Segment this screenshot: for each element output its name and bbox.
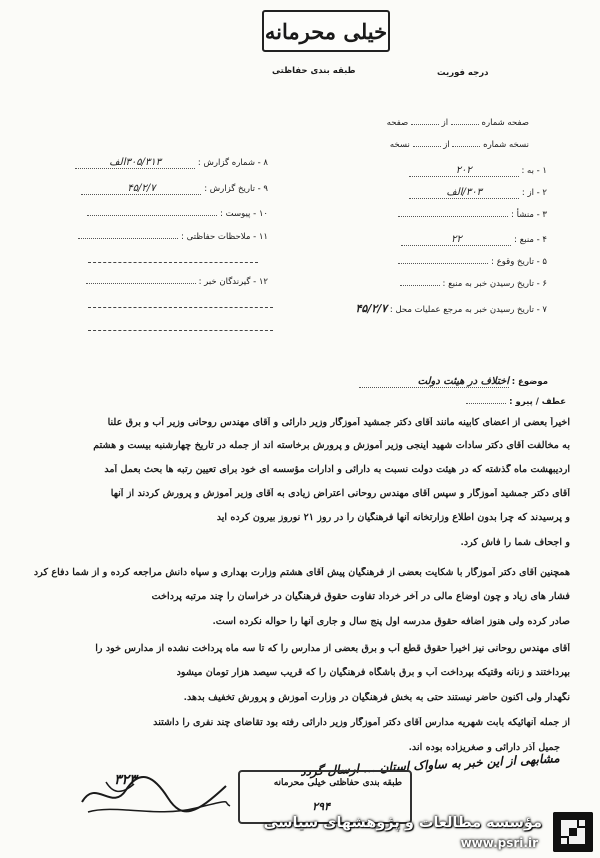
- field-source: ۴ - منبع : ۲۲: [401, 234, 547, 246]
- body-line: همچنین آقای دکتر آموزگار با شکایت بعضی از فرهنگیان پیش آقای هشتم وزارت بهداری و سپاه دانش مراجعه کرده و از شما دفاع کرد: [33, 567, 570, 578]
- classification-stamp: خیلی محرمانه: [262, 10, 390, 52]
- field-security-notes-value: [78, 238, 178, 239]
- handwritten-signature: [76, 768, 236, 824]
- body-line: و اجحاف شما را فاش کرد.: [460, 537, 570, 548]
- institute-url[interactable]: www.psri.ir: [460, 836, 538, 850]
- body-line: بپرداختند و زنانه وقتیکه بپرداخت آب و برق باشگاه فرهنگیان را که قریب سیصد هزار تومان میشود: [176, 667, 570, 678]
- field-origin: ۳ - منشأ :: [398, 210, 547, 220]
- field-recipients-value: [86, 283, 196, 284]
- field-to: ۱ - به : ۲۰۲: [409, 165, 547, 177]
- page-number-row: [387, 118, 529, 128]
- institute-logo-icon: [553, 812, 593, 852]
- priority-label: درجه فوریت: [437, 68, 489, 78]
- field-from: ۲ - از : ۳۰۳/الف: [409, 187, 547, 199]
- copy-number-label: نسخه شماره: [483, 140, 529, 150]
- field-source-received-date: ۶ - تاریخ رسیدن خبر به منبع :: [400, 279, 547, 289]
- sect-row: [466, 397, 566, 407]
- body-line: آقای مهندس روحانی نیز اخیراً حقوق قطع آب و برق بعضی از مدارس را که تا سه ماه پرداخت نشده از مدارس خود را: [95, 643, 570, 654]
- body-line: صادر کرده ولی هنوز اضافه حقوق مدرسه اول پنج سال و جاری آنها را حواله نکرده است.: [212, 616, 570, 627]
- handwritten-note: مشابهی از این خبر به ساواک استان ... ارسال گردد: [299, 751, 561, 779]
- footer-stamp-number: ۲۹۴: [312, 800, 330, 813]
- field-source-value: ۲۲: [401, 234, 511, 246]
- page-unit-label: صفحه: [386, 118, 409, 128]
- field-local-received-date: ۷ - تاریخ رسیدن خبر به مرجع عملیات محل : ۴۵/۲/۷: [355, 302, 547, 315]
- field-local-received-date-value: ۴۵/۲/۷: [355, 302, 388, 315]
- field-source-received-date-value: [400, 285, 440, 286]
- subject-value: اختلاف در هیئت دولت: [359, 376, 509, 388]
- footer-stamp-text: طبقه بندی حفاظتی خیلی محرمانه: [273, 778, 402, 788]
- body-line: فشار های زیاد و چون اوضاع مالی در آخر خرداد تفاوت حقوق فرهنگیان در خراسان را چند مرتبه پرداخت: [151, 591, 570, 602]
- field-attachment: ۱۰ - پیوست :: [87, 209, 268, 219]
- security-classification-label: طبقه بندی حفاظتی: [272, 66, 356, 76]
- body-line: و پرسیدند که چرا بدون اطلاع وزارتخانه آنها فرهنگیان را در روز ۲۱ نوروز بیرون کرده اید: [216, 512, 570, 523]
- subject-row: [359, 376, 548, 388]
- copy-from-label: از: [443, 140, 450, 150]
- field-attachment-value: [87, 215, 217, 216]
- copy-unit-label: نسخه: [389, 140, 410, 150]
- body-line: جمیل آذر دارائی و صغریزاده بوده اند.: [408, 742, 560, 753]
- field-divider: [88, 307, 273, 308]
- field-report-number-value: ۳۰۵/۳۱۳الف: [75, 157, 195, 169]
- subject-label: موضوع :: [511, 377, 548, 387]
- signature-number: ۳۲۳: [114, 772, 137, 788]
- body-line: نگهدار ولی اکنون حاضر نیستند حتی به بخش فرهنگیان در وزارت آموزش و پرورش تخفیف بدهد.: [183, 692, 570, 703]
- field-security-notes: ۱۱ - ملاحظات حفاظتی :: [78, 232, 268, 242]
- copy-number-row: [390, 140, 529, 150]
- field-origin-value: [398, 216, 508, 217]
- field-recipients: ۱۲ - گیرندگان خبر :: [86, 277, 268, 287]
- field-report-date: ۹ - تاریخ گزارش : ۴۵/۲/۷: [81, 183, 268, 195]
- page-number-label: صفحه شماره: [481, 118, 529, 128]
- body-line: اردیبهشت ماه گذشته که در هیئت دولت نسبت به دارائی و ادارات مؤسسه ای خود برای تعیین رتبه ها بحث بعمل آمد: [104, 464, 570, 475]
- field-occurrence-date-value: [398, 263, 488, 264]
- field-report-number: ۸ - شماره گزارش : ۳۰۵/۳۱۳الف: [75, 157, 268, 169]
- sect-value: [466, 403, 506, 404]
- body-line: آقای دکتر جمشید آموزگار و سپس آقای مهندس روحانی اعتراض زیادی به آقای وزیر آموزش و پرورش کردند از آنها: [110, 488, 570, 499]
- field-report-date-value: ۴۵/۲/۷: [81, 183, 201, 195]
- field-from-value: ۳۰۳/الف: [409, 187, 519, 199]
- body-line: به مخالفت آقای دکتر سادات شهید اینجی وزیر آموزش و پرورش برخاسته اند از جمله در تاریخ چهارشنبه بیست و هشتم: [93, 440, 570, 451]
- page-from-label: از: [441, 118, 449, 128]
- field-to-value: ۲۰۲: [409, 165, 519, 177]
- body-line: از جمله آنهائیکه بابت شهریه مدارس آقای دکتر آموزگار وزیر دارائی رفته بود تقاضای چند نفری را داشتند: [153, 717, 570, 728]
- institute-name: مؤسسه مطالعات و پژوهشهای سیاسی: [263, 815, 542, 831]
- field-divider: [88, 330, 273, 331]
- sect-label: عطف / پیرو :: [509, 397, 566, 407]
- field-divider: [88, 262, 258, 263]
- field-occurrence-date: ۵ - تاریخ وقوع :: [398, 257, 547, 267]
- body-line: اخیراً بعضی از اعضای کابینه مانند آقای دکتر جمشید آموزگار وزیر دارائی و آقای مهندس روحانی وزیر آب و برق علنا: [107, 417, 570, 428]
